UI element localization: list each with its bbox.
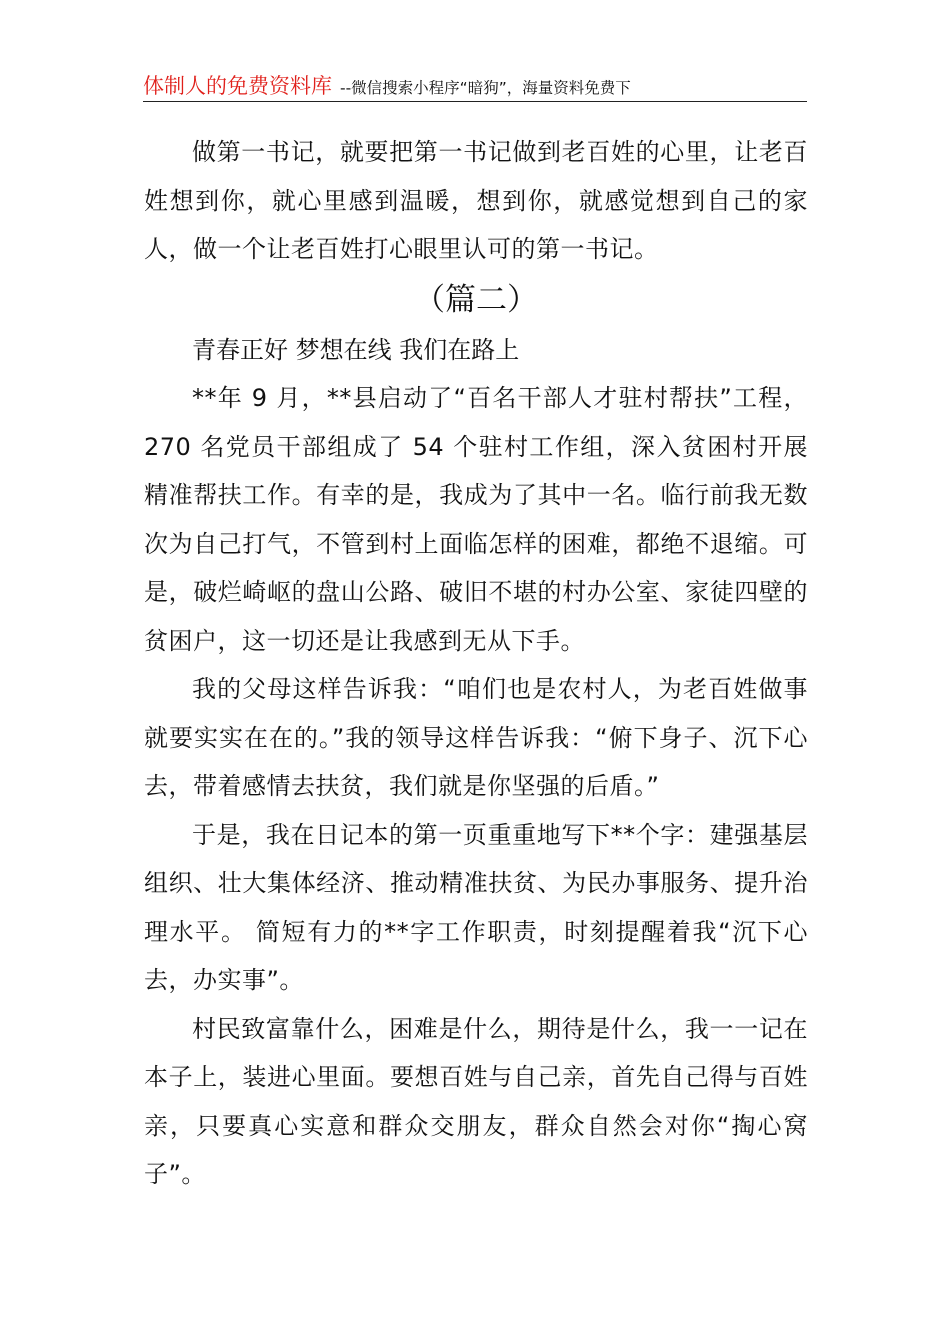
paragraph-3: 于是，我在日记本的第一页重重地写下**个字：建强基层组织、壮大集体经济、推动精准扶贫、为民办事服务、提升治理水平。 简短有力的**字工作职责，时刻提醒着我“沉下心去，办实事”。 [144,820,808,994]
paragraph-1: **年 9 月，**县启动了“百名干部人才驻村帮扶”工程，270 名党员干部组成了 54 个驻村工作组，深入贫困村开展精准帮扶工作。有幸的是，我成为了其中一名。临行前我无数次为自己打气，不管到村上面临怎样的困难，都绝不退缩。可是，破烂崎岖的盘山公路、破旧不堪的村办公室、家徒四壁的贫困户，这一切还是让我感到无从下手。 [144,384,808,655]
article-subtitle: 青春正好 梦想在线 我们在路上 [192,335,520,364]
intro-paragraph: 做第一书记，就要把第一书记做到老百姓的心里，让老百姓想到你，就心里感到温暖，想到你，就感觉想到自己的家人，做一个让老百姓打心眼里认可的第一书记。 [144,138,808,263]
section-title: （篇二） [414,281,538,318]
paragraph-4: 村民致富靠什么，困难是什么，期待是什么，我一一记在本子上，装进心里面。要想百姓与自己亲，首先自己得与百姓亲，只要真心实意和群众交朋友，群众自然会对你“掏心窝子”。 [144,1014,808,1188]
document-body [144,128,808,1199]
paragraph-2: 我的父母这样告诉我：“咱们也是农村人，为老百姓做事就要实实在在的。”我的领导这样告诉我：“俯下身子、沉下心去，带着感情去扶贫，我们就是你坚强的后盾。” [144,675,808,800]
header-subtitle-text: --微信搜索小程序“暗狗”，海量资料免费下 [340,79,631,97]
header-brand-text: 体制人的免费资料库 [143,74,332,98]
page-header [143,70,807,102]
